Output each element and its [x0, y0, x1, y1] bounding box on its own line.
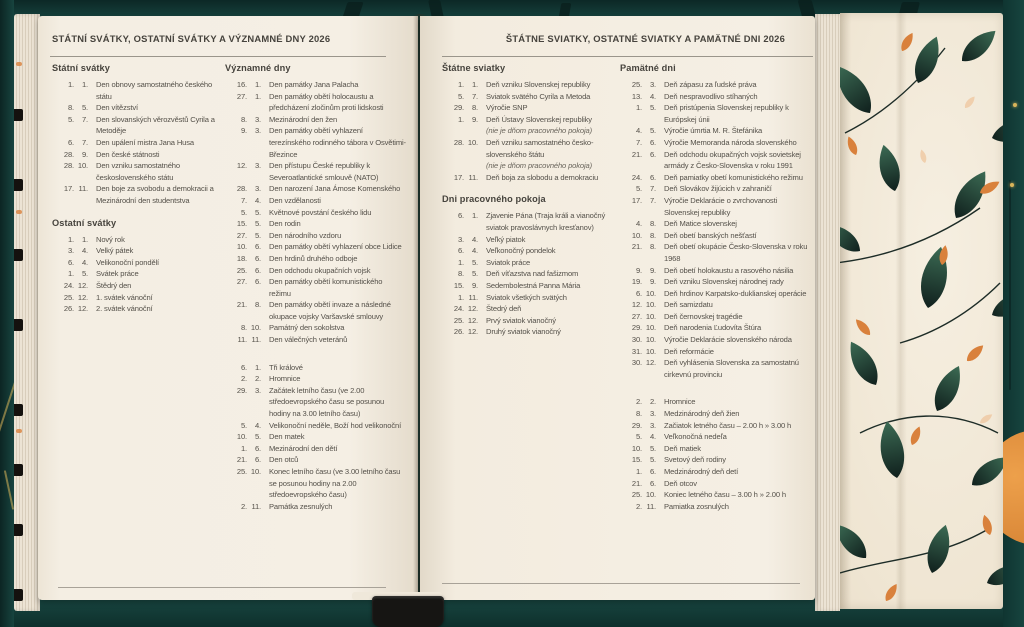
holiday-item: 25. 6. Den odchodu okupačních vojsk [236, 265, 371, 275]
holiday-item: 21. 6. Den otců [236, 455, 299, 465]
elastic-band [372, 596, 444, 627]
holiday-item: 29. 3. Začátek letního času (ve 2.00 středoevropského času se posunou hodiny na 3.00 letního času) [236, 385, 385, 419]
holiday-item: 11. 11. Den válečných veteránů [237, 335, 348, 345]
footer-rule [442, 583, 800, 584]
page-edge-speck [16, 429, 22, 433]
page-edge-speck [16, 210, 22, 214]
holiday-list [225, 362, 406, 513]
holiday-item: 31. 10. Deň reformácie [631, 346, 714, 356]
holiday-item: 17. 11. Den boje za svobodu a demokracii a Mezinárodní den studentstva [63, 184, 214, 205]
holiday-item: 8. 10. Památný den sokolstva [240, 323, 345, 333]
holiday-item: 1. 6. Medzinárodný deň detí [635, 467, 739, 476]
index-tab-notch [14, 404, 23, 416]
holiday-item: 13. 4. Deň nespravodlivo stíhaných [631, 91, 758, 101]
holiday-list [620, 396, 808, 512]
holiday-item: 26. 12. Druhý sviatok vianočný [453, 327, 561, 337]
index-tab-notch [14, 319, 23, 331]
section-title: Štátne sviatky [442, 63, 506, 73]
holiday-item: 21. 6. Deň odchodu okupačných vojsk sovietskej armády z Česko-Slovenska v roku 1991 [631, 149, 801, 171]
holiday-item: 27. 1. Den památky obětí holocaustu a předcházení zločinům proti lidskosti [236, 91, 384, 113]
header-rule [442, 56, 813, 57]
holiday-item: 6. 4. Veľkonočný pondelok [457, 246, 556, 256]
holiday-item: 6. 4. Velikonoční pondělí [67, 257, 160, 267]
holiday-item: 2. 2. Hromnice [635, 397, 696, 407]
index-tab-notch [14, 464, 23, 476]
holiday-list [52, 79, 222, 207]
holiday-item: 18. 6. Den hrdinů druhého odboje [236, 253, 358, 263]
page-edge-stack-left [14, 14, 40, 611]
holiday-item: 27. 10. Deň černovskej tragédie [631, 311, 743, 321]
right-page-title: ŠTÁTNE SVIATKY, OSTATNÉ SVIATKY A PAMÄTNÉ DNI 2026 [505, 33, 785, 44]
header-rule [50, 56, 386, 57]
holiday-item: 12. 3. Den přístupu České republiky k Severoatlantické smlouvě (NATO) [236, 161, 379, 182]
holiday-item: 10. 8. Deň obetí banských nešťastí [631, 230, 757, 240]
holiday-item: 28. 10. Deň vzniku samostatného česko-slovenského štátu (nie je dňom pracovného pokoja) [453, 137, 594, 171]
right-page-column-2 [620, 63, 808, 523]
section-vyznamne-dny-other [225, 362, 406, 513]
holiday-item: 8. 5. Deň víťazstva nad fašizmom [457, 269, 579, 279]
holiday-item: 25. 10. Koniec letného času – 3.00 h » 2.00 h [631, 490, 786, 500]
section-title: Významné dny [225, 63, 291, 73]
holiday-list [620, 79, 808, 380]
holiday-list [52, 234, 222, 315]
holiday-item: 28. 3. Den narození Jana Ámose Komenského [236, 184, 401, 194]
holiday-item: 28. 9. Den české státnosti [63, 149, 160, 159]
leaf-pattern [840, 13, 1003, 609]
section-vyznamne-dny [225, 63, 406, 346]
page-edge-stack-right [815, 14, 840, 611]
holiday-item: 8. 5. Den vítězství [67, 103, 138, 113]
holiday-item: 1. 5. Sviatok práce [457, 257, 531, 267]
holiday-item: 24. 12. Štedrý deň [453, 304, 522, 314]
holiday-item: 1. 9. Deň Ústavy Slovenskej republiky (nie je dňom pracovného pokoja) [457, 114, 592, 136]
holiday-item: 1. 6. Mezinárodní den dětí [240, 443, 338, 453]
holiday-list [442, 79, 616, 183]
cover-branch [1009, 180, 1011, 390]
holiday-item: 15. 5. Svetový deň rodiny [631, 455, 726, 465]
holiday-item: 6. 10. Deň hrdinov Karpatsko-duklianskej operácie [635, 288, 807, 298]
holiday-item: 29. 10. Deň narodenia Ľudovíta Štúra [631, 323, 762, 333]
section-pamatne-dni [620, 63, 808, 380]
cover-spine-right [1003, 0, 1024, 627]
index-tab-notch [14, 524, 23, 536]
gold-star-dot [1013, 103, 1017, 107]
holiday-item: 9. 3. Den památky obětí vyhlazení terezínského rodinného tábora v Osvětimi-Březince [240, 126, 406, 159]
left-page-column-2 [225, 63, 406, 523]
holiday-item: 26. 12. 2. svátek vánoční [63, 304, 153, 314]
section-title: Pamätné dni [620, 63, 676, 73]
cover-left-edge [0, 0, 14, 627]
holiday-item: 1. 5. Deň pristúpenia Slovenskej republiky k Európskej únii [635, 103, 789, 124]
left-page-column-1 [52, 63, 222, 326]
section-title: Státní svátky [52, 63, 110, 73]
holiday-item: 27. 6. Den památky obětí komunistického režimu [236, 277, 383, 298]
holiday-item: 21. 6. Deň otcov [631, 478, 697, 488]
holiday-item: 1. 1. Den obnovy samostatného českého státu [67, 80, 213, 101]
holiday-item: 29. 8. Výročie SNP [453, 103, 528, 113]
holiday-item: 1. 1. Nový rok [67, 234, 125, 244]
section-title: Dni pracovného pokoja [442, 194, 546, 205]
holiday-item: 17. 11. Deň boja za slobodu a demokraciu [453, 172, 599, 182]
holiday-item: 24. 12. Štědrý den [63, 280, 132, 290]
holiday-item: 28. 10. Den vzniku samostatného československého státu [63, 161, 180, 182]
holiday-item: 5. 7. Deň Slovákov žijúcich v zahraničí [635, 184, 772, 194]
orange-moon-artwork [1003, 430, 1024, 545]
index-tab-notch [14, 179, 23, 191]
holiday-item: 15. 5. Den rodin [236, 219, 301, 229]
holiday-item: 10. 5. Den matek [236, 432, 305, 442]
holiday-item: 5. 7. Sviatok svätého Cyrila a Metoda [457, 91, 591, 101]
holiday-item: 25. 10. Konec letního času (ve 3.00 letního času se posunou hodiny na 2.00 středoevropského času) [236, 467, 401, 500]
holiday-item: 2. 2. Hromnice [240, 374, 301, 384]
holiday-item: 7. 4. Den vzdělanosti [240, 195, 321, 205]
gold-star-dot [1010, 183, 1014, 187]
holiday-item: 2. 11. Památka zesnulých [240, 501, 333, 511]
holiday-item: 24. 6. Deň pamiatky obetí komunistického režimu [631, 172, 803, 182]
holiday-list [442, 210, 616, 338]
section-statni-svatky [52, 63, 222, 207]
holiday-item: 10. 6. Den památky obětí vyhlazení obce Lidice [236, 242, 402, 252]
index-tab-notch [14, 249, 23, 261]
index-tab-notch [14, 589, 23, 601]
holiday-item: 5. 7. Den slovanských věrozvěstů Cyrila a Metoděje [67, 114, 215, 136]
holiday-item: 3. 4. Veľký piatok [457, 234, 526, 244]
holiday-item: 2. 11. Pamiatka zosnulých [635, 501, 729, 511]
holiday-item: 30. 10. Výročie Deklarácie slovenského národa [631, 335, 792, 345]
left-page-title: STÁTNÍ SVÁTKY, OSTATNÍ SVÁTKY A VÝZNAMNÉ DNY 2026 [52, 33, 331, 44]
holiday-item: 15. 9. Sedembolestná Panna Mária [453, 280, 581, 290]
holiday-item: 30. 12. Deň vyhlásenia Slovenska za samostatnú cirkevnú provinciu [631, 358, 799, 379]
holiday-item: 5. 4. Veľkonočná nedeľa [635, 432, 727, 442]
right-page-column-1 [442, 63, 616, 349]
holiday-item: 4. 5. Výročie úmrtia M. R. Štefánika [635, 126, 763, 136]
holiday-item: 10. 5. Deň matiek [631, 443, 701, 453]
holiday-item: 6. 7. Den upálení mistra Jana Husa [67, 137, 194, 147]
endpaper [840, 13, 1003, 609]
holiday-item: 6. 1. Zjavenie Pána (Traja králi a vianočný sviatok pravoslávnych kresťanov) [457, 211, 606, 232]
page-edge-speck [16, 62, 22, 66]
holiday-item: 9. 9. Deň obetí holokaustu a rasového násilia [635, 265, 794, 275]
holiday-item: 17. 7. Výročie Deklarácie o zvrchovanosti Slovenskej republiky [631, 195, 778, 217]
holiday-item: 8. 3. Medzinárodný deň žien [635, 409, 740, 419]
index-tab-notch [14, 109, 23, 121]
holiday-item: 8. 3. Mezinárodní den žen [240, 114, 338, 124]
holiday-item: 6. 1. Tři králové [240, 362, 303, 372]
holiday-item: 3. 4. Velký pátek [67, 246, 134, 256]
holiday-item: 21. 8. Deň obetí okupácie Česko-Slovenska v roku 1968 [631, 242, 808, 263]
section-ostatni-svatky [52, 218, 222, 315]
section-title: Ostatní svátky [52, 217, 117, 228]
holiday-item: 5. 5. Květnové povstání českého lidu [240, 207, 372, 217]
holiday-item: 29. 3. Začiatok letného času – 2.00 h » 3.00 h [631, 420, 792, 430]
holiday-item: 12. 10. Deň samizdatu [631, 300, 713, 310]
holiday-list [225, 79, 406, 346]
holiday-item: 4. 8. Deň Matice slovenskej [635, 219, 737, 229]
holiday-item: 1. 11. Sviatok všetkých svätých [457, 292, 567, 302]
holiday-item: 16. 1. Den památky Jana Palacha [236, 80, 359, 89]
holiday-item: 1. 1. Deň vzniku Slovenskej republiky [457, 80, 591, 89]
holiday-item: 1. 5. Svátek práce [67, 269, 139, 279]
holiday-item: 7. 6. Výročie Memoranda národa slovenského [635, 137, 797, 147]
gold-foliage-detail [4, 470, 14, 510]
holiday-item: 25. 3. Deň zápasu za ľudské práva [631, 80, 757, 89]
holiday-item: 5. 4. Velikonoční neděle, Boží hod velikonoční [240, 420, 402, 430]
holiday-item: 21. 8. Den památky obětí invaze a následné okupace vojsky Varšavské smlouvy [236, 300, 391, 321]
holiday-item: 25. 12. 1. svátek vánoční [63, 292, 153, 302]
holiday-item: 25. 12. Prvý sviatok vianočný [453, 315, 556, 325]
section-statne-sviatky [442, 63, 616, 183]
left-page [38, 16, 418, 600]
holiday-item: 19. 9. Deň vzniku Slovenskej národnej rady [631, 277, 784, 287]
section-pamatne-dni-other [620, 396, 808, 512]
footer-rule [58, 587, 386, 588]
holiday-item: 27. 5. Den národního vzdoru [236, 230, 342, 240]
right-page [420, 16, 815, 600]
section-dni-pracovneho-pokoja [442, 194, 616, 338]
